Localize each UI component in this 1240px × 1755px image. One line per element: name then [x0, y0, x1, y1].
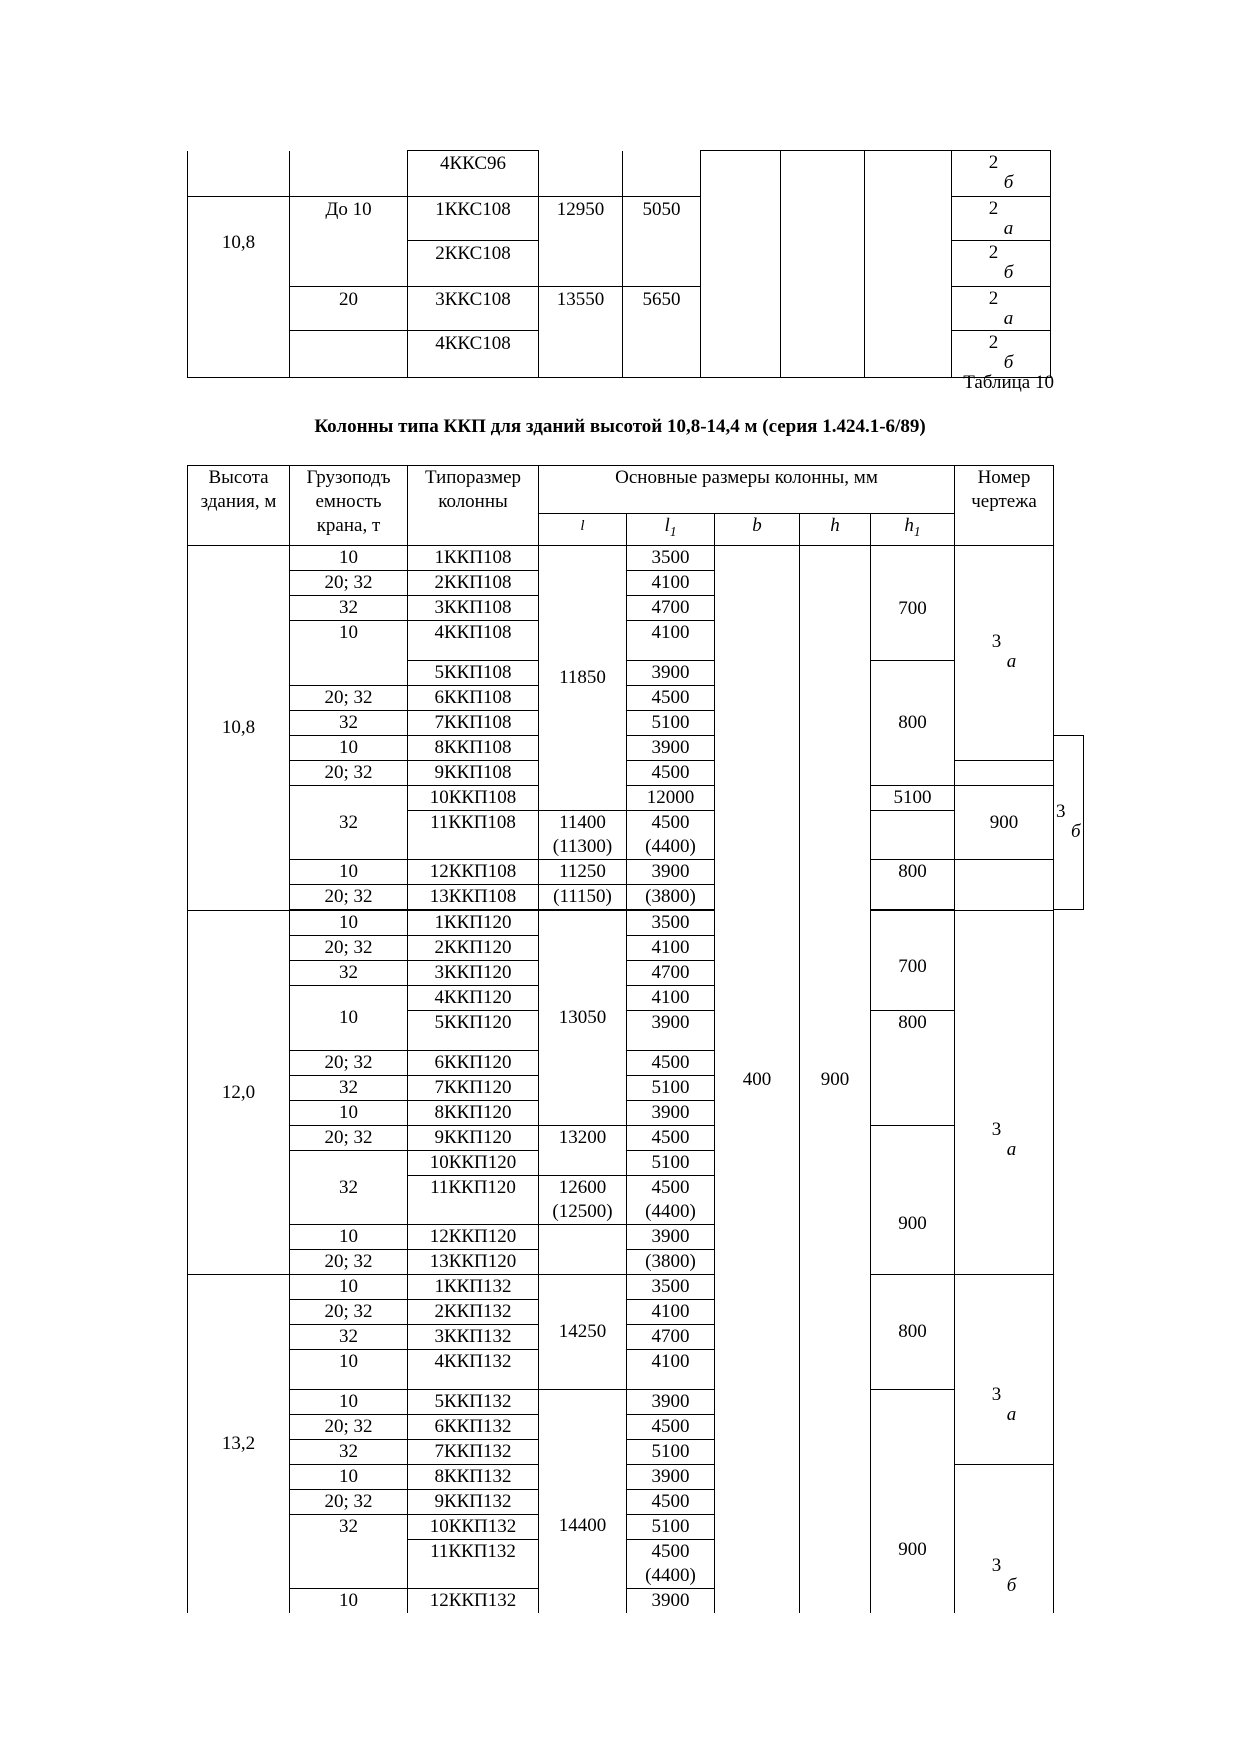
table-row [188, 1275, 1084, 1300]
type-cell: 12ККП120 [408, 1225, 539, 1250]
capacity-cell: 32 [290, 1151, 408, 1225]
capacity-cell: 32 [290, 1515, 408, 1589]
capacity-cell: 20; 32 [290, 1415, 408, 1440]
header-row [188, 466, 1084, 514]
capacity-cell: До 10 [290, 197, 408, 287]
continued-table [187, 150, 1051, 378]
type-cell: 10ККП132 [408, 1515, 539, 1540]
type-cell: 2ККП108 [408, 571, 539, 596]
l-cell: 13050 [539, 911, 627, 1126]
capacity-cell: 10 [290, 1589, 408, 1614]
type-cell: 3ККП132 [408, 1325, 539, 1350]
capacity-cell: 10 [290, 1465, 408, 1490]
type-cell: 3ККС108 [408, 287, 539, 331]
l1-cell: 4100 [627, 1300, 715, 1325]
l1-cell: 5100 [627, 1440, 715, 1465]
l1-cell: 4500 [627, 1126, 715, 1151]
table-row [188, 786, 1084, 811]
drawing-cell: 2 а [952, 287, 1051, 331]
type-cell: 10ККП108 [408, 786, 539, 811]
table-row [188, 546, 1084, 571]
l1-cell: 5100 [871, 786, 955, 811]
header-capacity: Грузоподъ емность крана, т [290, 466, 408, 546]
l1-cell: (3800) [627, 885, 715, 910]
capacity-cell: 10 [290, 1275, 408, 1300]
type-cell: 11ККП132 [408, 1540, 539, 1589]
header-b: b [715, 514, 800, 546]
type-cell: 1ККП132 [408, 1275, 539, 1300]
l-cell: 12600 (12500) [539, 1176, 627, 1225]
l-cell: 11850 [539, 546, 627, 811]
type-cell: 9ККП108 [408, 761, 539, 786]
table-row [188, 911, 1084, 936]
type-cell: 4ККП108 [408, 621, 539, 661]
capacity-cell: 10 [290, 1101, 408, 1126]
type-cell: 2ККП120 [408, 936, 539, 961]
l1-cell: 4500 (4400) [627, 1540, 715, 1589]
capacity-cell: 20; 32 [290, 1051, 408, 1076]
capacity-cell: 32 [290, 961, 408, 986]
l-cell: 14250 [539, 1275, 627, 1390]
height-cell: 13,2 [188, 1275, 290, 1614]
drawing-cell: 2 б [952, 331, 1051, 378]
l1-cell: 4100 [627, 1350, 715, 1390]
capacity-cell: 20; 32 [290, 761, 408, 786]
l1-cell: 3900 [627, 1589, 715, 1614]
l1-cell: 3900 [627, 736, 715, 761]
l1-cell: 4700 [627, 596, 715, 621]
type-cell: 4ККП132 [408, 1350, 539, 1390]
h-cell: 900 [800, 546, 871, 1614]
capacity-cell: 10 [290, 1225, 408, 1250]
type-cell: 6ККП132 [408, 1415, 539, 1440]
type-cell: 9ККП132 [408, 1490, 539, 1515]
h1-cell: 900 [871, 1126, 955, 1275]
table-title: Колонны типа ККП для зданий высотой 10,8-14,4 м (серия 1.424.1-6/89) [314, 416, 926, 437]
capacity-cell: 20; 32 [290, 1126, 408, 1151]
header-l: l [539, 514, 627, 546]
h1-cell: 900 [955, 786, 1054, 860]
l-cell: (11150) [539, 885, 627, 910]
capacity-cell: 20; 32 [290, 686, 408, 711]
l1-cell: 5650 [623, 287, 701, 378]
l1-cell: 4100 [627, 936, 715, 961]
drawing-cell: 3 б [955, 1465, 1054, 1614]
header-dims: Основные размеры колонны, мм [539, 466, 955, 514]
type-cell: 5ККП108 [408, 661, 539, 686]
capacity-cell: 10 [290, 911, 408, 936]
capacity-cell: 20; 32 [290, 1250, 408, 1275]
drawing-cell: 3 а [955, 546, 1054, 761]
capacity-cell: 20; 32 [290, 885, 408, 910]
capacity-cell: 32 [290, 786, 408, 860]
l1-cell: 5100 [627, 1151, 715, 1176]
capacity-cell: 20; 32 [290, 936, 408, 961]
l1-cell: 4700 [627, 1325, 715, 1350]
capacity-cell: 10 [290, 736, 408, 761]
l1-cell: (3800) [627, 1250, 715, 1275]
table-row [188, 1390, 1084, 1415]
l1-cell: 4100 [627, 571, 715, 596]
capacity-cell: 32 [290, 711, 408, 736]
table-row [188, 860, 1084, 885]
type-cell: 2ККП132 [408, 1300, 539, 1325]
height-cell: 10,8 [188, 197, 290, 287]
capacity-cell: 20; 32 [290, 571, 408, 596]
l1-cell: 3900 [627, 1390, 715, 1415]
l1-cell: 3900 [627, 1101, 715, 1126]
type-cell: 8ККП108 [408, 736, 539, 761]
l1-cell: 3900 [627, 1011, 715, 1051]
l1-cell: 4500 [627, 1051, 715, 1076]
capacity-cell: 32 [290, 1076, 408, 1101]
capacity-cell: 20; 32 [290, 1300, 408, 1325]
type-cell: 1ККС108 [408, 197, 539, 241]
header-h1: $h_1$ [871, 514, 955, 546]
table-row [188, 151, 1051, 197]
l-cell: 12000 [627, 786, 715, 811]
type-cell: 11ККП120 [408, 1176, 539, 1225]
table-row [188, 1126, 1084, 1151]
l1-cell: 4700 [627, 961, 715, 986]
type-cell: 9ККП120 [408, 1126, 539, 1151]
capacity-cell: 10 [290, 621, 408, 686]
drawing-cell: 2 б [952, 241, 1051, 287]
type-cell: 7ККП108 [408, 711, 539, 736]
type-cell: 4ККС108 [408, 331, 539, 378]
columns-table [187, 465, 1084, 1613]
drawing-cell: 3 а [955, 1275, 1054, 1465]
type-cell: 11ККП108 [408, 811, 539, 860]
l-cell: 11400 (11300) [539, 811, 627, 860]
b-cell: 400 [715, 546, 800, 1614]
h1-cell: 700 [871, 911, 955, 1011]
l1-cell: 5100 [627, 711, 715, 736]
type-cell: 3ККП120 [408, 961, 539, 986]
header-height: Высота здания, м [188, 466, 290, 546]
type-cell: 8ККП120 [408, 1101, 539, 1126]
type-cell: 7ККП132 [408, 1440, 539, 1465]
l1-cell: 5100 [627, 1515, 715, 1540]
type-cell: 2ККС108 [408, 241, 539, 287]
drawing-cell: 2 а [952, 197, 1051, 241]
l1-cell: 4500 [627, 761, 715, 786]
type-cell: 13ККП108 [408, 885, 539, 910]
capacity-cell: 10 [290, 546, 408, 571]
l-cell: 13200 [539, 1126, 627, 1176]
h1-cell: 800 [871, 1275, 955, 1390]
header-h: h [800, 514, 871, 546]
l1-cell: 4500 (4400) [627, 1176, 715, 1225]
l-cell: 11250 [539, 860, 627, 885]
capacity-cell: 10 [290, 1350, 408, 1390]
l1-cell: 4500 [627, 1415, 715, 1440]
l1-cell: 3500 [627, 1275, 715, 1300]
l1-cell: 5100 [627, 1076, 715, 1101]
table-number-label: Таблица 10 [963, 372, 1054, 393]
drawing-cell: 3 б [1054, 736, 1084, 910]
h1-cell: 800 [871, 860, 955, 910]
type-cell: 12ККП108 [408, 860, 539, 885]
capacity-cell: 20; 32 [290, 1490, 408, 1515]
l-cell: 12950 [539, 197, 623, 287]
type-cell: 6ККП108 [408, 686, 539, 711]
type-cell: 4ККП120 [408, 986, 539, 1011]
l1-cell: 4500 (4400) [627, 811, 715, 860]
h1-cell: 800 [871, 1011, 955, 1126]
l1-cell: 4100 [627, 986, 715, 1011]
capacity-cell: 10 [290, 860, 408, 885]
type-cell: 1ККП120 [408, 911, 539, 936]
h1-cell: 800 [871, 661, 955, 786]
l1-cell: 3900 [627, 1225, 715, 1250]
h1-cell: 900 [871, 1390, 955, 1614]
capacity-cell: 32 [290, 1440, 408, 1465]
header-l1: $l_1$ [627, 514, 715, 546]
l1-cell: 4500 [627, 686, 715, 711]
l1-cell: 5050 [623, 197, 701, 287]
l1-cell: 3900 [627, 1465, 715, 1490]
l-cell: 13550 [539, 287, 623, 378]
type-cell: 12ККП132 [408, 1589, 539, 1614]
type-cell: 5ККП120 [408, 1011, 539, 1051]
type-cell: 4ККС96 [408, 151, 539, 197]
type-cell: 8ККП132 [408, 1465, 539, 1490]
l1-cell: 3500 [627, 546, 715, 571]
h1-cell: 700 [871, 546, 955, 661]
type-cell: 3ККП108 [408, 596, 539, 621]
drawing-cell: 2 б [952, 151, 1051, 197]
type-cell: 1ККП108 [408, 546, 539, 571]
type-cell: 13ККП120 [408, 1250, 539, 1275]
l1-cell: 3900 [627, 661, 715, 686]
height-cell: 12,0 [188, 911, 290, 1275]
capacity-cell: 20 [290, 287, 408, 331]
l1-cell: 3500 [627, 911, 715, 936]
header-type: Типоразмер колонны [408, 466, 539, 546]
drawing-cell: 3 а [955, 911, 1054, 1275]
type-cell: 5ККП132 [408, 1390, 539, 1415]
capacity-cell: 32 [290, 1325, 408, 1350]
type-cell: 7ККП120 [408, 1076, 539, 1101]
capacity-cell: 32 [290, 596, 408, 621]
capacity-cell: 10 [290, 1390, 408, 1415]
l-cell: 14400 [539, 1390, 627, 1614]
capacity-cell: 10 [290, 986, 408, 1051]
l1-cell: 4500 [627, 1490, 715, 1515]
type-cell: 6ККП120 [408, 1051, 539, 1076]
header-drawing: Номер чертежа [955, 466, 1054, 546]
l1-cell: 3900 [627, 860, 715, 885]
type-cell: 10ККП120 [408, 1151, 539, 1176]
height-cell: 10,8 [188, 546, 290, 911]
l1-cell: 4100 [627, 621, 715, 661]
